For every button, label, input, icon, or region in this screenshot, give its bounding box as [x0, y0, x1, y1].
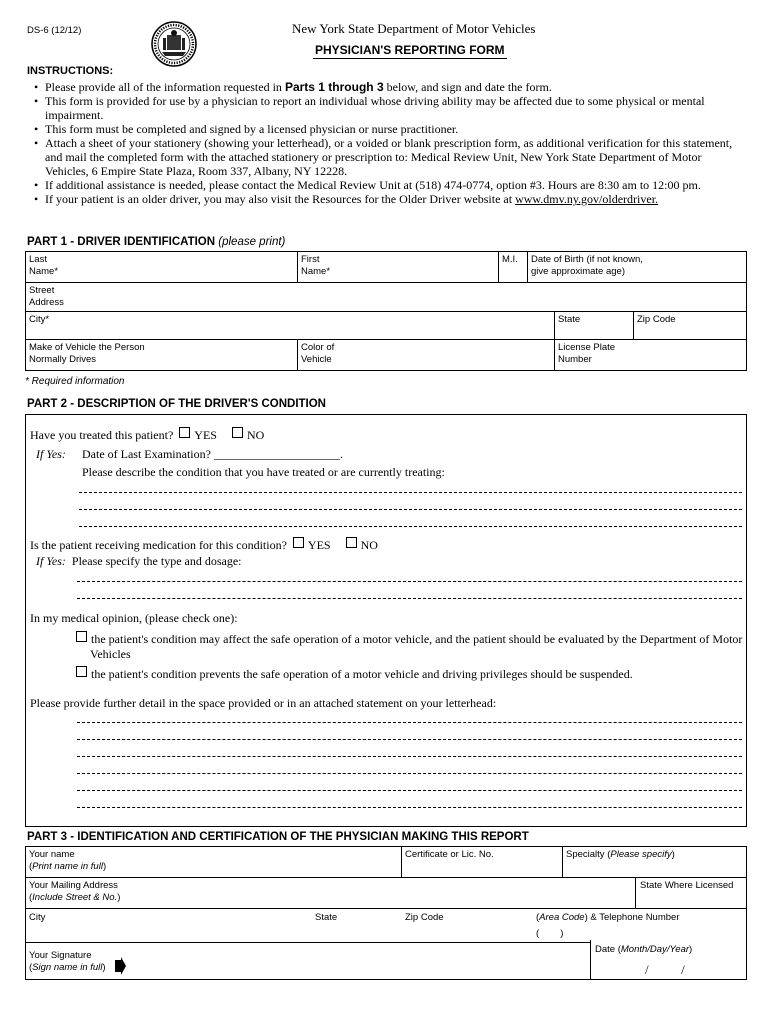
- date-field[interactable]: Date (Month/Day/Year): [595, 944, 693, 955]
- medication-yes-checkbox[interactable]: [293, 537, 304, 548]
- treated-question: Have you treated this patient? YES NO: [30, 428, 265, 442]
- last-name-field[interactable]: Last Name*: [29, 254, 59, 277]
- answer-line[interactable]: [77, 598, 742, 599]
- specialty-field[interactable]: Specialty (Please specify): [566, 849, 675, 860]
- instruction-item: • If additional assistance is needed, please contact the Medical Review Unit at (518) 474-0774, option #3. Hours are 8:30 am to 12:00 pm.: [27, 178, 747, 192]
- medication-question: Is the patient receiving medication for this condition? YES NO: [30, 538, 378, 552]
- older-driver-link[interactable]: www.dmv.ny.gov/olderdriver.: [515, 192, 659, 206]
- instruction-item: • If your patient is an older driver, you may also visit the Resources for the Older Driver website at www.dmv.ny.gov/olderdriver.: [27, 192, 747, 206]
- evaluate-checkbox[interactable]: [76, 631, 87, 642]
- part1-heading: PART 1 - DRIVER IDENTIFICATION (please print): [27, 236, 286, 248]
- last-exam-field[interactable]: Date of Last Examination? _____________________.: [82, 447, 343, 461]
- answer-line[interactable]: [79, 509, 742, 510]
- date-slashes: / /: [645, 962, 685, 977]
- form-title: PHYSICIAN'S REPORTING FORM: [315, 43, 505, 57]
- answer-line[interactable]: [79, 526, 742, 527]
- telephone-field[interactable]: (Area Code) & Telephone Number: [536, 912, 680, 923]
- instructions-list: [27, 80, 747, 206]
- describe-prompt: Please describe the condition that you have treated or are currently treating:: [82, 465, 445, 479]
- further-detail-prompt: Please provide further detail in the space provided or in an attached statement on your letterhead:: [30, 696, 497, 710]
- signature-field[interactable]: Your Signature (Sign name in full): [29, 950, 106, 973]
- city-field[interactable]: City*: [29, 314, 50, 325]
- form-code: DS-6 (12/12): [27, 25, 82, 36]
- treated-yes-checkbox[interactable]: [179, 427, 190, 438]
- certificate-number-field[interactable]: Certificate or Lic. No.: [405, 849, 494, 860]
- physician-city-field[interactable]: City: [29, 912, 46, 923]
- street-address-field[interactable]: Street Address: [29, 285, 64, 308]
- license-plate-field[interactable]: License Plate Number: [558, 342, 616, 365]
- instruction-item: • Please provide all of the information requested in Parts 1 through 3 below, and sign and date the form.: [27, 80, 747, 94]
- suspend-checkbox[interactable]: [76, 666, 87, 677]
- answer-line[interactable]: [77, 756, 742, 757]
- physician-state-field[interactable]: State: [315, 912, 338, 923]
- state-field[interactable]: State: [558, 314, 581, 325]
- medication-if-yes: If Yes: Please specify the type and dosage:: [36, 554, 242, 568]
- opinion-prompt: In my medical opinion, (please check one):: [30, 611, 238, 625]
- instruction-item: • This form is provided for use by a physician to report an individual whose driving ability may be affected due to some physical or mental impairment.: [27, 94, 747, 122]
- answer-line[interactable]: [77, 722, 742, 723]
- answer-line[interactable]: [77, 739, 742, 740]
- telephone-paren: ( ): [536, 928, 564, 939]
- sign-here-arrow-icon: [114, 957, 126, 975]
- required-note: * Required information: [25, 376, 125, 387]
- state-licensed-field[interactable]: State Where Licensed: [640, 880, 734, 891]
- medication-no-checkbox[interactable]: [346, 537, 357, 548]
- answer-line[interactable]: [77, 807, 742, 808]
- instruction-item: • Attach a sheet of your stationery (showing your letterhead), or a voided or blank prescription form, as additional verification for this statement, and mail the completed form with the attached stationery or prescription to: Medical Review Unit, New York State Department of Motor Vehicles, 6 Empire State Plaza, Room 337, Albany, NY 12228.: [27, 136, 747, 178]
- physician-name-field[interactable]: Your name (Print name in full): [29, 849, 107, 872]
- agency-name: New York State Department of Motor Vehicles: [292, 21, 536, 36]
- vehicle-make-field[interactable]: Make of Vehicle the Person Normally Drives: [29, 342, 145, 365]
- instruction-item: • This form must be completed and signed by a licensed physician or nurse practitioner.: [27, 122, 747, 136]
- answer-line[interactable]: [77, 581, 742, 582]
- answer-line[interactable]: [79, 492, 742, 493]
- if-yes-label: If Yes:: [36, 447, 66, 461]
- opinion-option-evaluate: the patient's condition may affect the safe operation of a motor vehicle, and the patient should be evaluated by the Department of Motor Vehicles: [76, 631, 758, 662]
- treated-no-checkbox[interactable]: [232, 427, 243, 438]
- part3-heading: PART 3 - IDENTIFICATION AND CERTIFICATION OF THE PHYSICIAN MAKING THIS REPORT: [27, 831, 529, 843]
- middle-initial-field[interactable]: M.I.: [502, 254, 518, 265]
- physician-zip-field[interactable]: Zip Code: [405, 912, 444, 923]
- answer-line[interactable]: [77, 773, 742, 774]
- first-name-field[interactable]: First Name*: [301, 254, 331, 277]
- date-of-birth-field[interactable]: Date of Birth (if not known, give approximate age): [531, 254, 643, 277]
- mailing-address-field[interactable]: Your Mailing Address (Include Street & No.): [29, 880, 121, 903]
- instructions-heading: INSTRUCTIONS:: [27, 65, 114, 77]
- answer-line[interactable]: [77, 790, 742, 791]
- vehicle-color-field[interactable]: Color of Vehicle: [301, 342, 335, 365]
- zip-code-field[interactable]: Zip Code: [637, 314, 676, 325]
- part2-heading: PART 2 - DESCRIPTION OF THE DRIVER'S CONDITION: [27, 398, 326, 410]
- nys-seal-icon: [150, 20, 198, 68]
- opinion-option-suspend: the patient's condition prevents the safe operation of a motor vehicle and driving privileges should be suspended.: [76, 666, 744, 682]
